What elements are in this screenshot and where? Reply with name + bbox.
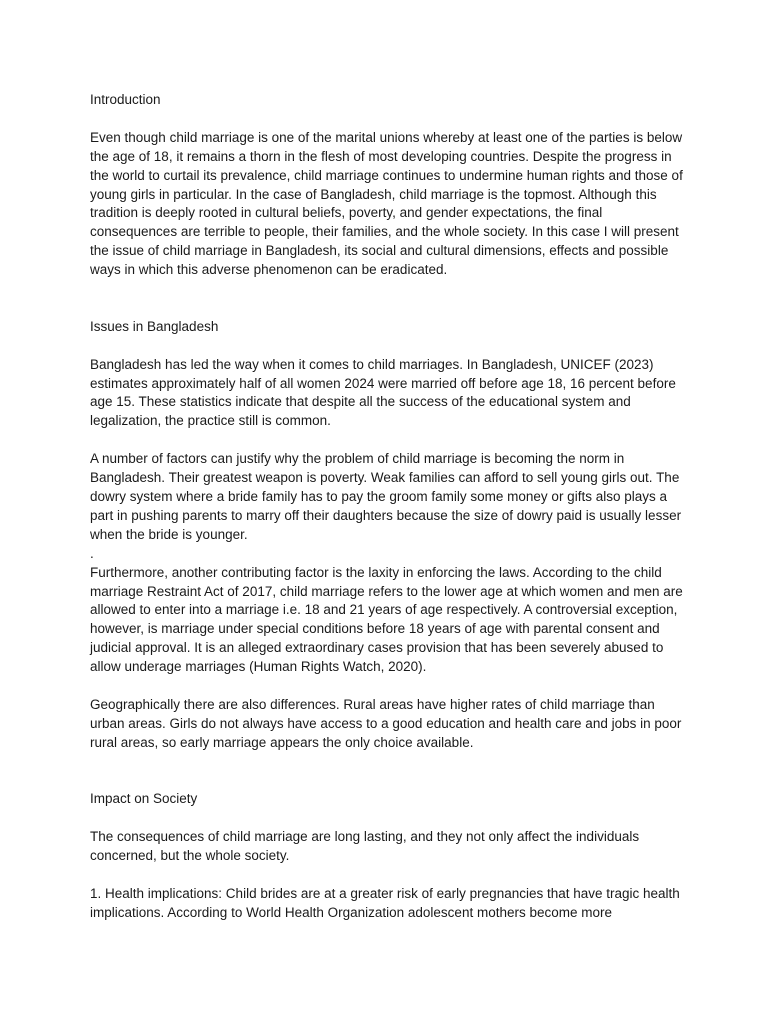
impact-paragraph-intro: The consequences of child marriage are long lasting, and they not only affect the individuals concerned, but the whole society. — [90, 829, 640, 864]
impact-heading: Impact on Society — [90, 791, 198, 807]
issues-stray-period: . — [90, 545, 94, 561]
introduction-paragraph: Even though child marriage is one of the marital unions whereby at least one of the parties is below the age of 18, it remains a thorn in the flesh of most developing countries. Despite the progress in the world to curtail its prevalence, child marriage continues to undermine human rights and those of young girls in particular. In the case of Bangladesh, child marriage is the topmost. Although this tradition is deeply rooted in cultural beliefs, poverty, and gender expectations, the final consequences are terrible to people, their families, and the whole society. In this case I will present the issue of child marriage in Bangladesh, its social and cultural dimensions, effects and possible ways in which this adverse phenomenon can be eradicated. — [90, 129, 683, 278]
issues-paragraph-statistics: Bangladesh has led the way when it comes to child marriages. In Bangladesh, UNICEF (2023) estimates approximately half of all women 2024 were married off before age 18, 16 percent before age 15. These statistics indicate that despite all the success of the educational system and legalization, the practice still is common. — [90, 356, 676, 429]
document-page — [90, 91, 690, 923]
issues-heading: Issues in Bangladesh — [90, 318, 219, 334]
issues-paragraph-laws: Furthermore, another contributing factor is the laxity in enforcing the laws. According to the child marriage Restraint Act of 2017, child marriage refers to the lower age at which women and men are allowed to enter into a marriage i.e. 18 and 21 years of age respectively. A controversial exception, however, is marriage under special conditions before 18 years of age with parental consent and judicial approval. It is an alleged extraordinary cases provision that has been severely abused to allow underage marriages (Human Rights Watch, 2020). — [90, 564, 683, 675]
introduction-heading: Introduction — [90, 92, 161, 107]
issues-paragraph-geography: Geographically there are also differences. Rural areas have higher rates of child marriage than urban areas. Girls do not always have access to a good education and health care and jobs in poor rural areas, so early marriage appears the only choice available. — [90, 696, 682, 750]
impact-paragraph-health: 1. Health implications: Child brides are at a greater risk of early pregnancies that have tragic health implications. According to World Health Organization adolescent mothers become more — [90, 885, 680, 920]
issues-paragraph-factors: A number of factors can justify why the problem of child marriage is becoming the norm in Bangladesh. Their greatest weapon is poverty. Weak families can afford to sell young girls out. The dowry system where a bride family has to pay the groom family some money or gifts also plays a part in pushing parents to marry off their daughters because the size of dowry paid is usually lesser when the bride is younger. — [90, 451, 682, 542]
